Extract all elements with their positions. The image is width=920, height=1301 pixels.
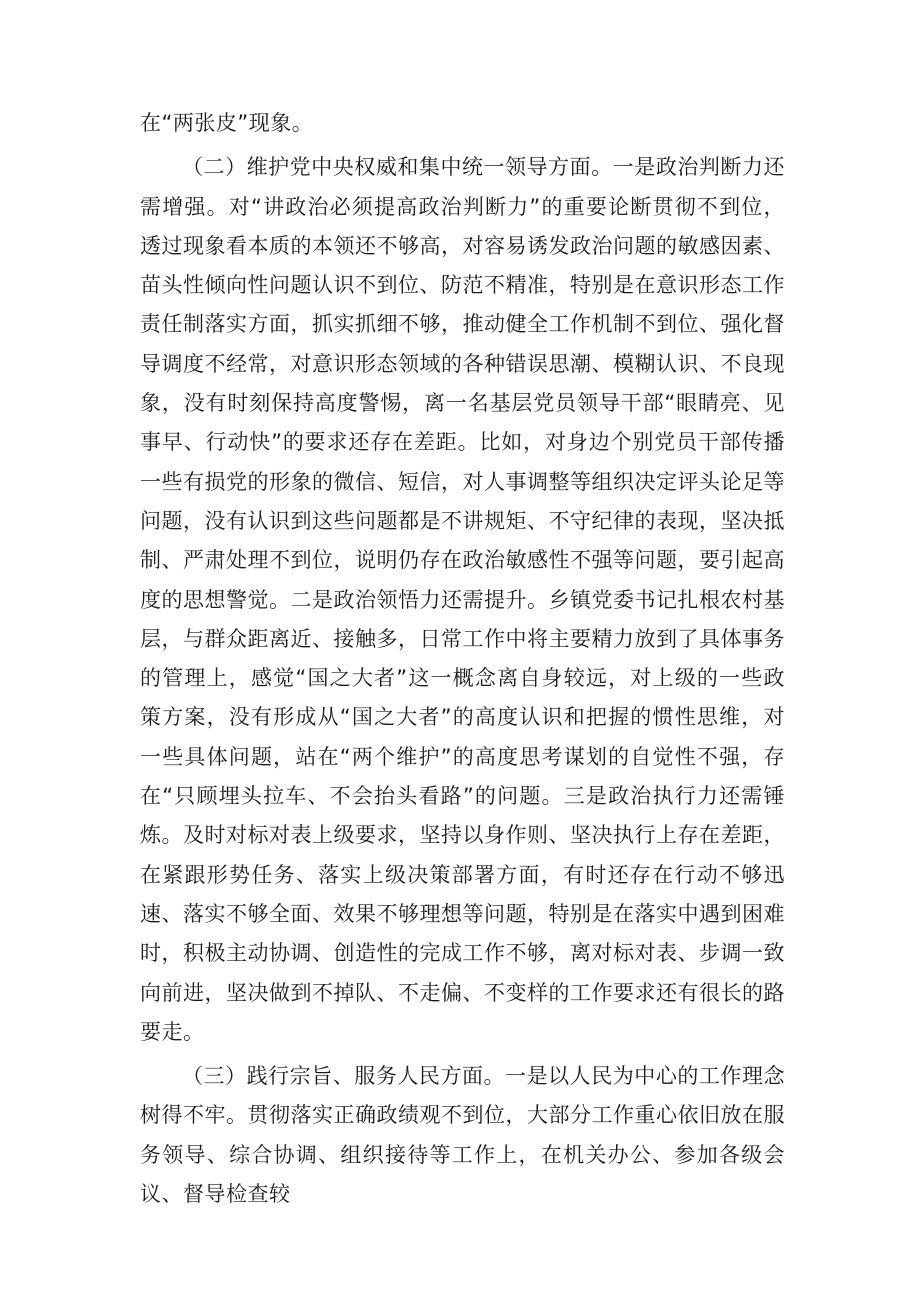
paragraph-section-3: （三）践行宗旨、服务人民方面。一是以人民为中心的工作理念树得不牢。贯彻落实正确政绩观不到位，大部分工作重心依旧放在服务领导、综合协调、组织接待等工作上，在机关办公、参加各级会议、督导检查较 [140, 1064, 785, 1207]
paragraph-continuation: 在“两张皮”现象。 [140, 111, 314, 135]
document-body [140, 104, 785, 1214]
paragraph-section-2: （二）维护党中央权威和集中统一领导方面。一是政治判断力还需增强。对“讲政治必须提高政治判断力”的重要论断贯彻不到位，透过现象看本质的本领还不够高，对容易诱发政治问题的敏感因素、苗头性倾向性问题认识不到位、防范不精准，特别是在意识形态工作责任制落实方面，抓实抓细不够，推动健全工作机制不到位、强化督导调度不经常，对意识形态领域的各种错误思潮、模糊认识、不良现象，没有时刻保持高度警惕，离一名基层党员领导干部“眼睛亮、见事早、行动快”的要求还存在差距。比如，对身边个别党员干部传播一些有损党的形象的微信、短信，对人事调整等组织决定评头论足等问题，没有认识到这些问题都是不讲规矩、不守纪律的表现，坚决抵制、严肃处理不到位，说明仍存在政治敏感性不强等问题，要引起高度的思想警觉。二是政治领悟力还需提升。乡镇党委书记扎根农村基层，与群众距离近、接触多，日常工作中将主要精力放到了具体事务的管理上，感觉“国之大者”这一概念离自身较远，对上级的一些政策方案，没有形成从“国之大者”的高度认识和把握的惯性思维，对一些具体问题，站在“两个维护”的高度思考谋划的自觉性不强，存在“只顾埋头拉车、不会抬头看路”的问题。三是政治执行力还需锤炼。及时对标对表上级要求，坚持以身作则、坚决执行上存在差距，在紧跟形势任务、落实上级决策部署方面，有时还存在行动不够迅速、落实不够全面、效果不够理想等问题，特别是在落实中遇到困难时，积极主动协调、创造性的完成工作不够，离对标对表、步调一致向前进，坚决做到不掉队、不走偏、不变样的工作要求还有很长的路要走。 [140, 155, 785, 1044]
